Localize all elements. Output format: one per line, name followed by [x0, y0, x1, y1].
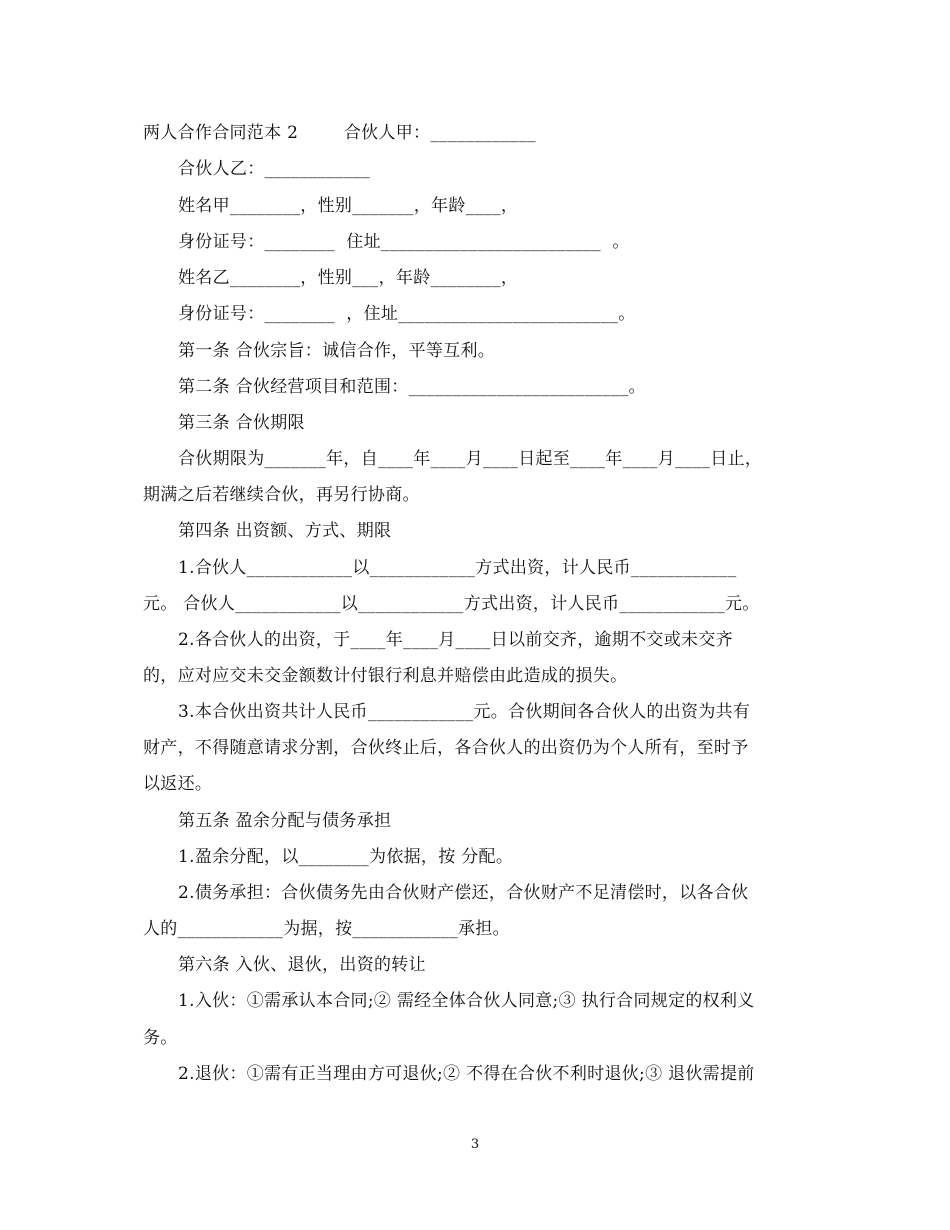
doc-line-20: 第五条 盈余分配与债务承担: [178, 811, 392, 831]
doc-line-10: 合伙期限为_______年，自____年____月____日起至____年____月____日止，: [178, 449, 763, 469]
doc-line-2: 合伙人乙：____________: [178, 159, 371, 179]
doc-line-15: 2.各合伙人的出资，于____年____月____日以前交齐，逾期不交或未交齐: [178, 630, 733, 650]
doc-line-16: 的，应对应交未交金额数计付银行利息并赔偿由此造成的损失。: [143, 666, 628, 686]
doc-line-8: 第二条 合伙经营项目和范围：_________________________。: [178, 377, 646, 397]
doc-line-26: 务。: [143, 1028, 178, 1048]
doc-line-12: 第四条 出资额、方式、期限: [178, 521, 392, 541]
doc-line-6: 身份证号：________ ，住址_________________________。: [178, 304, 636, 324]
doc-line-18: 财产，不得随意请求分割，合伙终止后，各合伙人的出资仍为个人所有，至时予: [143, 738, 749, 758]
doc-line-21: 1.盈余分配，以________为依据，按 分配。: [178, 847, 514, 867]
doc-line-27: 2.退伙：①需有正当理由方可退伙;② 不得在合伙不利时退伙;③ 退伙需提前: [178, 1064, 755, 1084]
doc-line-4: 身份证号：________ 住址_________________________ 。: [178, 232, 630, 252]
doc-line-3: 姓名甲________，性别_______，年龄____，: [178, 196, 519, 216]
doc-line-22: 2.债务承担：合伙债务先由合伙财产偿还，合伙财产不足清偿时，以各合伙: [178, 883, 749, 903]
doc-line-25: 1.入伙：①需承认本合同;② 需经全体合伙人同意;③ 执行合同规定的权利义: [178, 991, 755, 1011]
doc-line-19: 以返还。: [143, 774, 213, 794]
doc-line-17: 3.本合伙出资共计人民币____________元。合伙期间各合伙人的出资为共有: [178, 702, 751, 722]
doc-line-9: 第三条 合伙期限: [178, 413, 305, 433]
doc-line-11: 期满之后若继续合伙，再另行协商。: [143, 485, 420, 505]
doc-line-1: 两人合作合同范本 2 合伙人甲：____________: [143, 123, 536, 143]
doc-line-5: 姓名乙________，性别___，年龄________，: [178, 268, 519, 288]
doc-line-24: 第六条 入伙、退伙，出资的转让: [178, 955, 426, 975]
doc-line-7: 第一条 合伙宗旨：诚信合作，平等互利。: [178, 341, 496, 361]
doc-line-23: 人的____________为据，按____________承担。: [143, 919, 510, 939]
doc-line-14: 元。 合伙人____________以____________方式出资，计人民币____________元。: [143, 594, 760, 614]
page-number: 3: [470, 1137, 480, 1152]
doc-line-13: 1.合伙人____________以____________方式出资，计人民币____________: [178, 558, 737, 578]
